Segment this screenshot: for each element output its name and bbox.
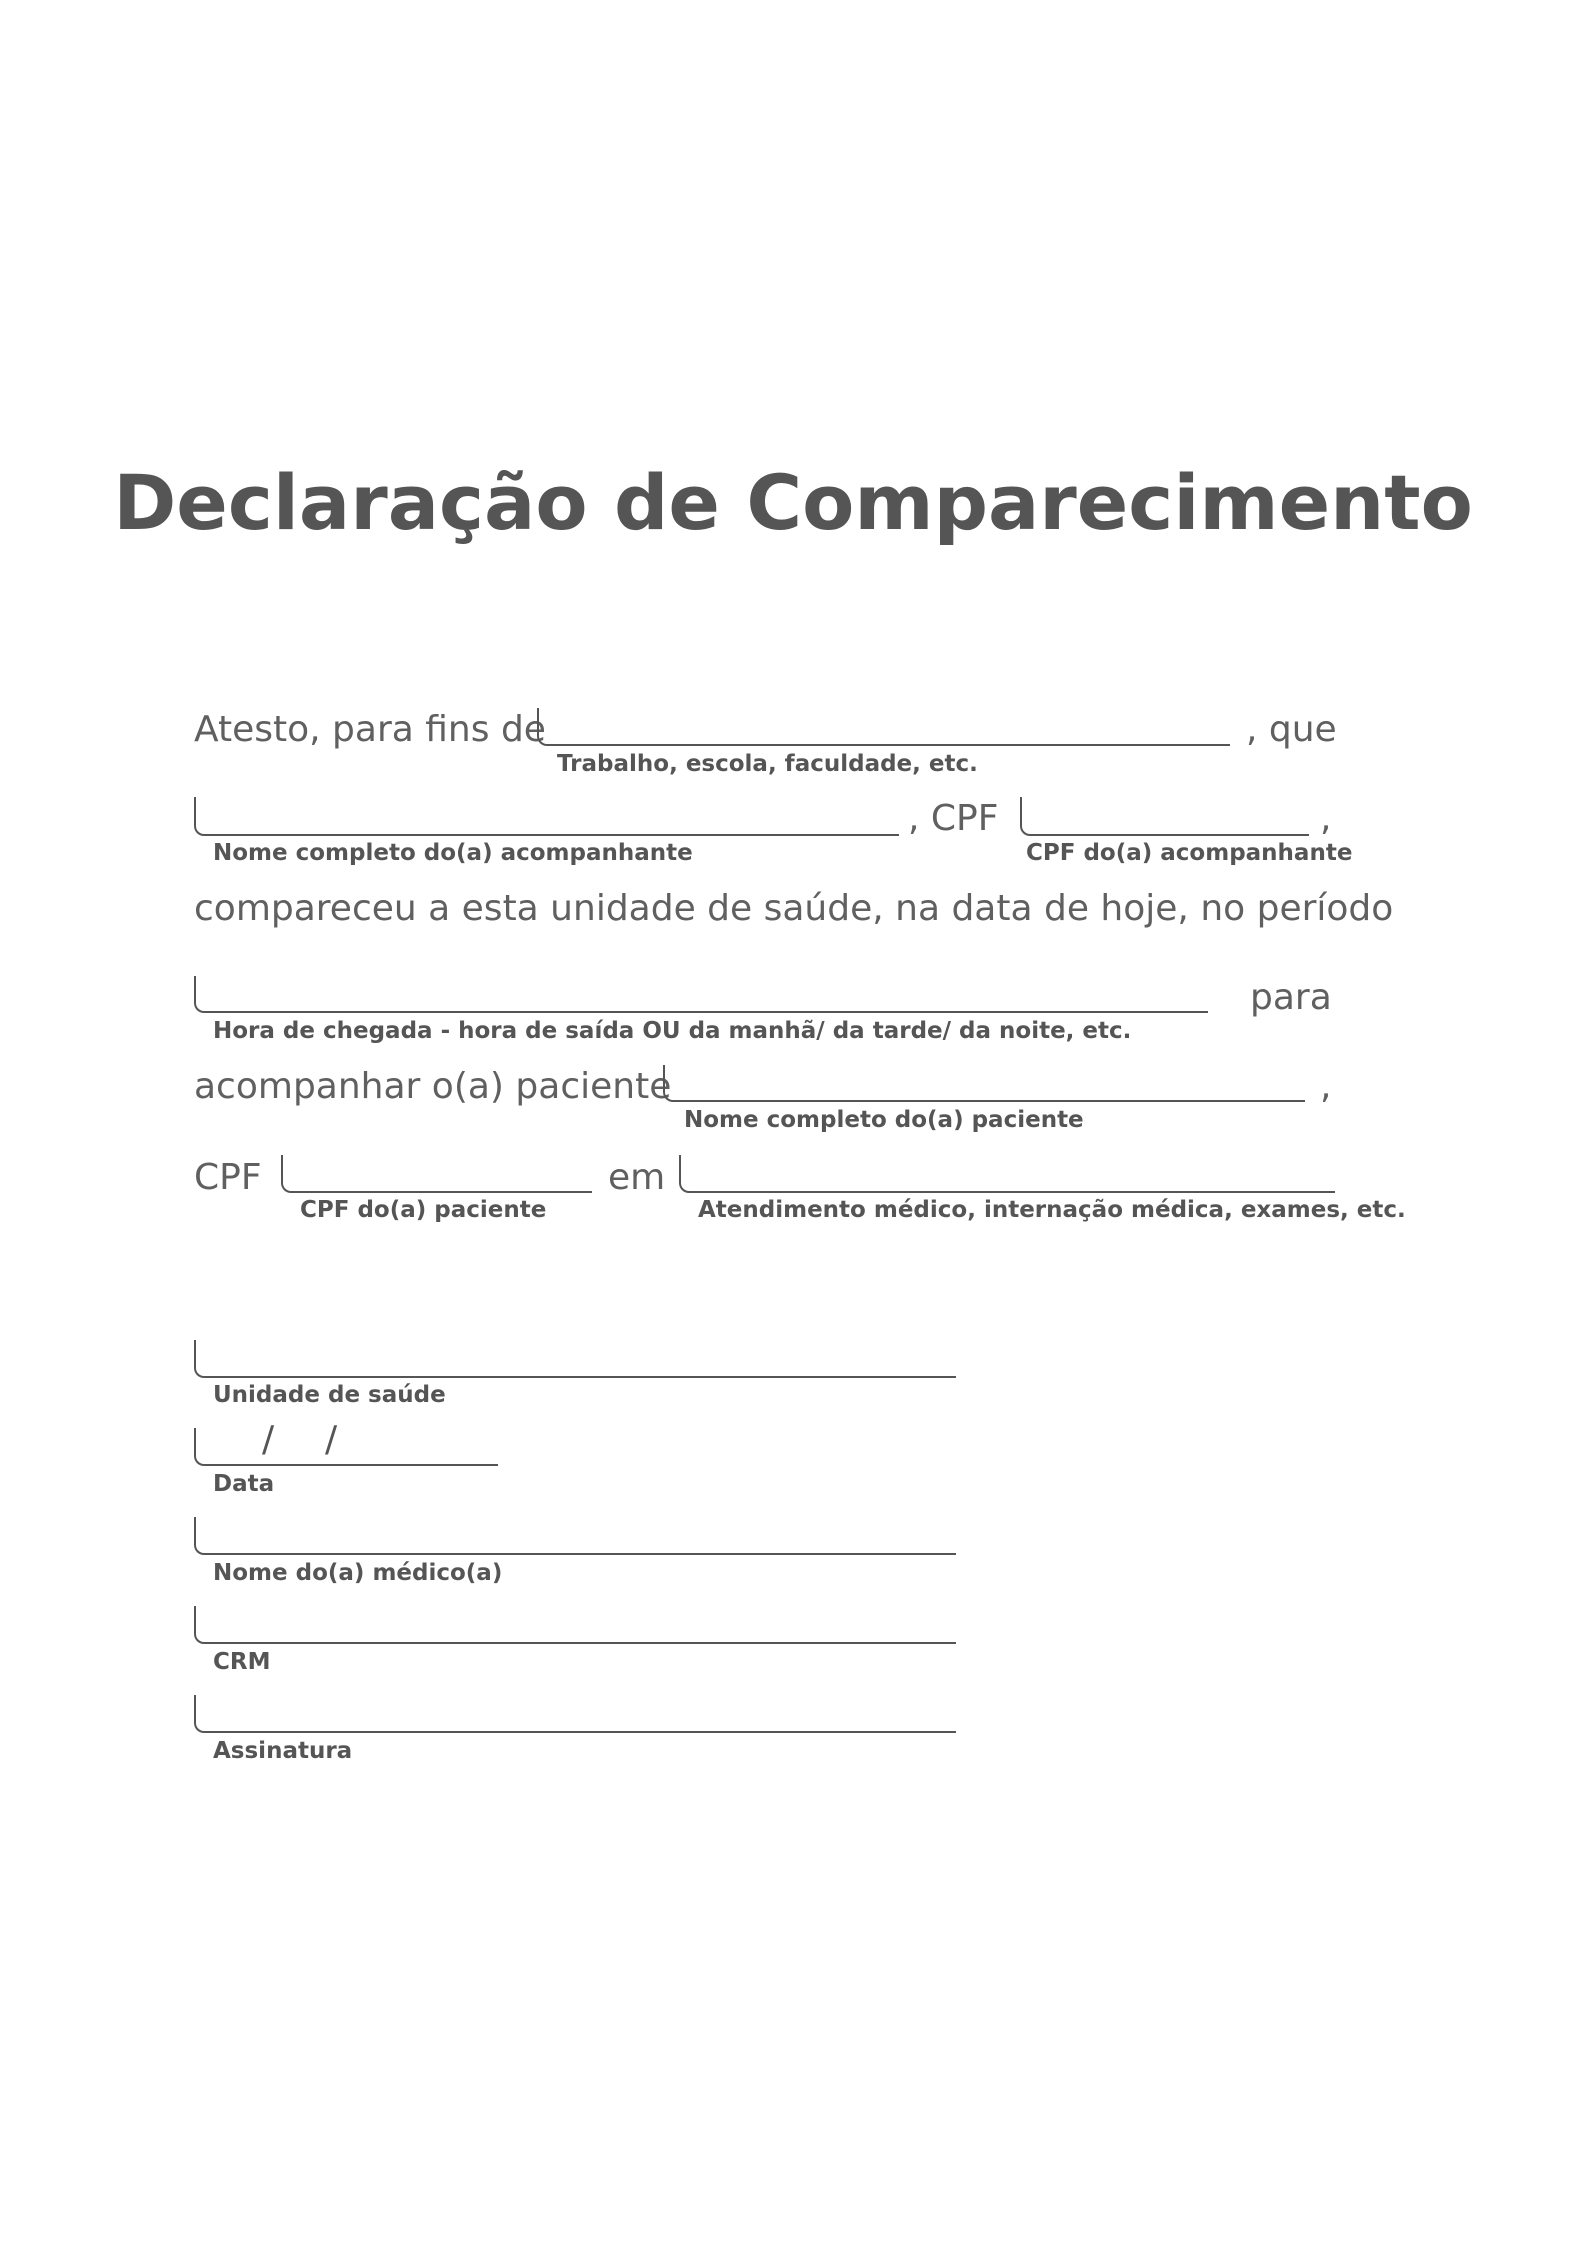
companion-cpf-hint: CPF do(a) acompanhante — [1026, 840, 1353, 866]
date-separator-2: / — [325, 1419, 338, 1460]
signature-label: Assinatura — [213, 1738, 353, 1764]
line6-cpf: CPF — [194, 1157, 262, 1198]
health-unit-field[interactable] — [194, 1340, 956, 1378]
doctor-name-label: Nome do(a) médico(a) — [213, 1560, 503, 1586]
line2-comma: , — [1320, 798, 1332, 839]
companion-cpf-field[interactable] — [1020, 797, 1309, 836]
signature-field[interactable] — [194, 1695, 956, 1733]
line2-cpf: , CPF — [908, 798, 999, 839]
date-separator-1: / — [262, 1419, 275, 1460]
companion-name-hint: Nome completo do(a) acompanhante — [213, 840, 693, 866]
line1-suffix: , que — [1246, 709, 1337, 750]
patient-name-field[interactable] — [663, 1065, 1305, 1102]
page-title: Declaração de Comparecimento — [113, 458, 1473, 547]
companion-name-field[interactable] — [194, 797, 899, 836]
line6-em: em — [608, 1157, 666, 1198]
service-field[interactable] — [679, 1155, 1335, 1193]
line5-prefix: acompanhar o(a) paciente — [194, 1066, 672, 1107]
line1-prefix: Atesto, para fins de — [194, 709, 546, 750]
doctor-name-field[interactable] — [194, 1517, 956, 1555]
period-field[interactable] — [194, 976, 1208, 1013]
patient-cpf-field[interactable] — [281, 1155, 592, 1193]
service-hint: Atendimento médico, internação médica, exames, etc. — [698, 1197, 1406, 1223]
health-unit-label: Unidade de saúde — [213, 1382, 446, 1408]
line5-comma: , — [1320, 1066, 1332, 1107]
purpose-field[interactable] — [537, 708, 1230, 746]
patient-cpf-hint: CPF do(a) paciente — [300, 1197, 547, 1223]
patient-name-hint: Nome completo do(a) paciente — [684, 1107, 1084, 1133]
date-field[interactable] — [194, 1428, 498, 1466]
line4-suffix: para — [1250, 977, 1332, 1018]
period-hint: Hora de chegada - hora de saída OU da manhã/ da tarde/ da noite, etc. — [213, 1018, 1132, 1044]
line3-text: compareceu a esta unidade de saúde, na data de hoje, no período — [194, 888, 1394, 929]
purpose-hint: Trabalho, escola, faculdade, etc. — [557, 751, 978, 777]
crm-label: CRM — [213, 1649, 271, 1675]
crm-field[interactable] — [194, 1606, 956, 1644]
date-label: Data — [213, 1471, 275, 1497]
